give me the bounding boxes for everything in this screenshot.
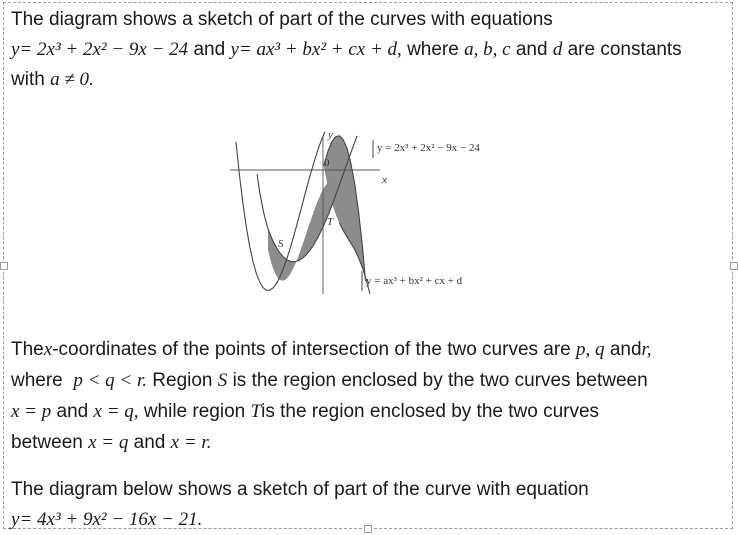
region-s-shading [268, 180, 339, 280]
vars-p-q: p, q [576, 339, 605, 360]
text-while-region: while region [143, 401, 246, 422]
resize-handle-right[interactable] [730, 262, 738, 270]
curves-diagram [222, 126, 522, 301]
intro-line-2 [11, 34, 732, 65]
are-constants-text: are constants [567, 39, 682, 60]
equation-2-rhs: = ax³ + bx² + cx + d, [238, 39, 402, 60]
origin-label: 0 [324, 157, 330, 169]
var-s: S [217, 370, 228, 391]
intro-line-1 [11, 4, 732, 35]
text-intersection: -coordinates of the points of intersection of the two curves are [52, 339, 571, 360]
equation-1-rhs: = 2x³ + 2x² − 9x − 24 [19, 39, 189, 60]
curve-1-label: y = 2x³ + 2x² − 9x − 24 [377, 142, 480, 154]
para2-line-4 [11, 427, 732, 458]
text-region-t-desc: is the region enclosed by the two curves [261, 401, 600, 422]
intro-line-3 [11, 64, 732, 95]
var-x: x [43, 339, 53, 360]
region-s-label: S [278, 238, 284, 250]
and-word-2: and [515, 39, 548, 60]
equation-3-lhs: y [11, 509, 20, 530]
constant-vars: a, b, c [464, 39, 511, 60]
var-r: r, [641, 339, 652, 360]
y-axis-label: y [328, 129, 333, 141]
para3-line-2 [11, 504, 732, 535]
equation-1-lhs: y [11, 39, 20, 60]
text-and-3: and [133, 432, 166, 453]
para2-line-2 [11, 365, 732, 396]
para3-text: The diagram below shows a sketch of part of the curve with equation [11, 479, 589, 500]
and-word: and [193, 39, 226, 60]
para3-line-1 [11, 474, 732, 505]
eq-x-r: x = r. [170, 432, 212, 453]
eq-x-q: x = q, [93, 401, 139, 422]
text-and: and [609, 339, 642, 360]
para2-line-1 [11, 334, 732, 365]
equation-2-lhs: y [230, 39, 239, 60]
text-region: Region [152, 370, 213, 391]
equation-3-rhs: = 4x³ + 9x² − 16x − 21. [19, 509, 203, 530]
text-region-s-desc: is the region enclosed by the two curves between [232, 370, 648, 391]
condition-a-nonzero: a ≠ 0. [50, 69, 94, 90]
x-axis-label: x [382, 174, 387, 186]
eq-x-q-2: x = q [88, 432, 129, 453]
para2-line-3 [11, 396, 732, 427]
var-t: T [250, 401, 262, 422]
eq-x-p: x = p [11, 401, 52, 422]
text-the: The [11, 339, 44, 360]
var-d: d [552, 39, 563, 60]
text-between: between [11, 432, 83, 453]
text-where: where [11, 370, 63, 391]
where-word: where [407, 39, 459, 60]
with-word: with [11, 69, 45, 90]
inequality: p < q < r. [73, 370, 147, 391]
intro-text: The diagram shows a sketch of part of the curves with equations [11, 9, 553, 30]
curve-2-label: y = ax³ + bx² + cx + d [366, 275, 463, 287]
text-and-2: and [56, 401, 89, 422]
region-t-label: T [327, 216, 334, 228]
resize-handle-left[interactable] [0, 262, 8, 270]
